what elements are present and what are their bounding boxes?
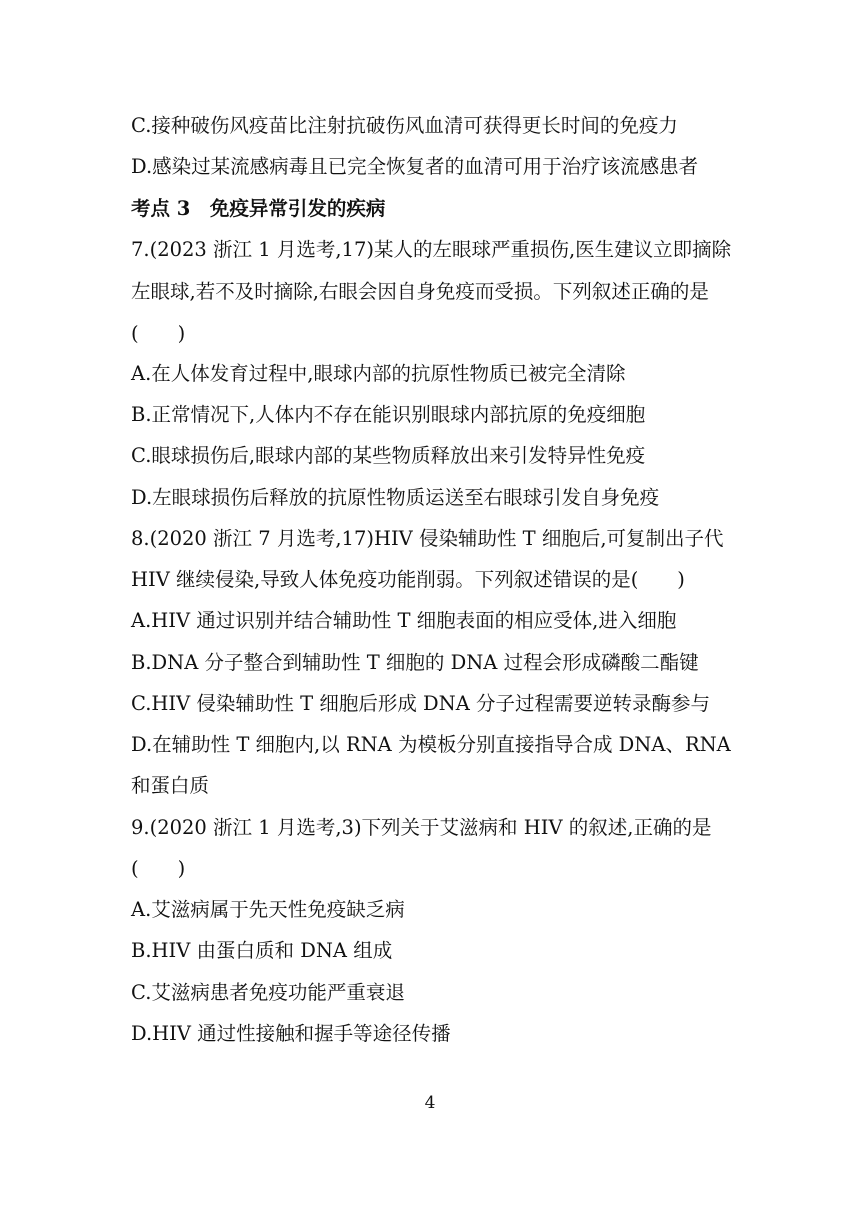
- answer-blank: ( ): [131, 322, 186, 345]
- option-8b: B.DNA 分子整合到辅助性 T 细胞的 DNA 过程会形成磷酸二酯键: [131, 651, 699, 674]
- option-8d-cont: 和蛋白质: [131, 774, 210, 797]
- option-8a: A.HIV 通过识别并结合辅助性 T 细胞表面的相应受体,进入细胞: [131, 609, 677, 632]
- question-7-stem: 7.(2023 浙江 1 月选考,17)某人的左眼球严重损伤,医生建议立即摘除: [131, 238, 732, 261]
- option-9d: D.HIV 通过性接触和握手等途径传播: [131, 1022, 451, 1045]
- option-6c: C.接种破伤风疫苗比注射抗破伤风血清可获得更长时间的免疫力: [131, 114, 678, 137]
- section-heading: 考点 3 免疫异常引发的疾病: [131, 197, 386, 220]
- question-8-stem-cont: HIV 继续侵染,导致人体免疫功能削弱。下列叙述错误的是( ): [131, 568, 685, 591]
- question-9-stem: 9.(2020 浙江 1 月选考,3)下列关于艾滋病和 HIV 的叙述,正确的是: [131, 816, 712, 839]
- question-7-stem-cont: 左眼球,若不及时摘除,右眼会因自身免疫而受损。下列叙述正确的是: [131, 280, 709, 303]
- option-6d: D.感染过某流感病毒且已完全恢复者的血清可用于治疗该流感患者: [131, 155, 699, 178]
- page-number: 4: [424, 1093, 436, 1113]
- option-7c: C.眼球损伤后,眼球内部的某些物质释放出来引发特异性免疫: [131, 444, 646, 467]
- option-9c: C.艾滋病患者免疫功能严重衰退: [131, 981, 405, 1004]
- option-7b: B.正常情况下,人体内不存在能识别眼球内部抗原的免疫细胞: [131, 403, 646, 426]
- option-9b: B.HIV 由蛋白质和 DNA 组成: [131, 939, 393, 962]
- answer-blank: ( ): [131, 857, 186, 880]
- option-7d: D.左眼球损伤后释放的抗原性物质运送至右眼球引发自身免疫: [131, 486, 660, 509]
- question-8-stem: 8.(2020 浙江 7 月选考,17)HIV 侵染辅助性 T 细胞后,可复制出子代: [131, 527, 724, 550]
- option-7a: A.在人体发育过程中,眼球内部的抗原性物质已被完全清除: [131, 362, 626, 385]
- option-8d: D.在辅助性 T 细胞内,以 RNA 为模板分别直接指导合成 DNA、RNA: [131, 733, 731, 756]
- option-9a: A.艾滋病属于先天性免疫缺乏病: [131, 898, 405, 921]
- option-8c: C.HIV 侵染辅助性 T 细胞后形成 DNA 分子过程需要逆转录酶参与: [131, 692, 710, 715]
